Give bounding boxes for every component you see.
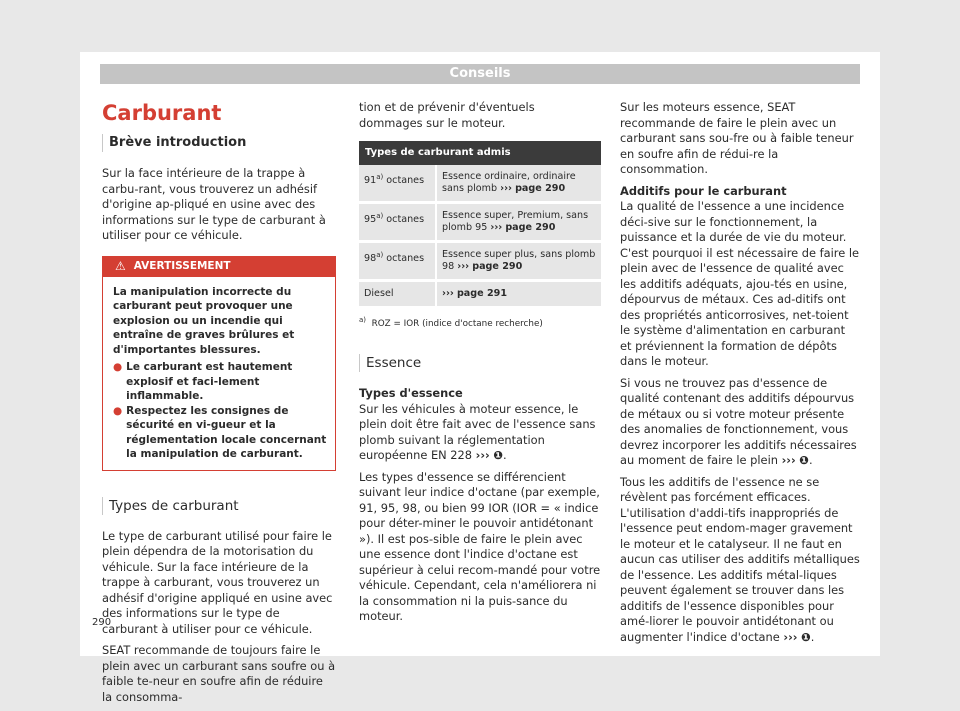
continued-paragraph: tion et de prévenir d'éventuels dommages sur le moteur. (359, 100, 535, 130)
table-footnote: $^{a)}$ ROZ = IOR (indice d'octane recherche) (359, 316, 543, 329)
page-number: 290 (92, 617, 112, 628)
table-cell: 95$^{a)}$ octanes (359, 203, 436, 242)
warning-ref-icon[interactable]: ❶ (493, 448, 504, 463)
paragraph: La qualité de l'essence a une incidence déci-sive sur le fonctionnement, la puissance et la durée de vie du moteur. C'est pourquoi il est nécessaire de faire le plein avec de l'essence de qualité avec les additifs adéquats, ajou-tés en usine, dépourvus de métaux. Ces ad-ditifs ont des propriétés anticorrosives, net-toient le système d'alimentation en carburant et préviennent la formation de dépôts dans le moteur. (620, 199, 860, 368)
table-row (359, 242, 601, 281)
bullet-icon: ● (113, 361, 123, 373)
column-3 (620, 100, 860, 651)
table-row (359, 281, 601, 308)
table-cell: 98$^{a)}$ octanes (359, 242, 436, 281)
warning-ref-icon[interactable]: ❶ (801, 629, 811, 644)
column-1 (102, 100, 336, 711)
types-paragraph: SEAT recommande de toujours faire le plein avec un carburant sans soufre ou à faible te-neur en soufre afin de réduire la consomma- (102, 643, 336, 704)
warning-ref-icon[interactable]: ❶ (799, 453, 809, 467)
table-header: Types de carburant admis (359, 141, 601, 165)
section-types-heading (102, 497, 336, 515)
essence-subheading: Types d'essence (359, 386, 463, 401)
page-link[interactable]: page 290 (505, 222, 556, 233)
section-title: Essence (366, 355, 422, 372)
page-link[interactable]: page 290 (515, 183, 566, 194)
essence-paragraph: Sur les véhicules à moteur essence, le plein doit être fait avec de l'essence sans plomb suivant la réglementation européenne EN 228 ››› ❶. (359, 401, 596, 463)
warning-triangle-icon: ⚠ (115, 258, 126, 273)
column-2 (359, 100, 601, 631)
warning-label: AVERTISSEMENT (133, 259, 231, 272)
table-cell: Essence super plus, sans plomb 98 ››› page 290 (436, 242, 601, 281)
table-cell: ››› page 291 (436, 281, 601, 308)
page-link[interactable]: page 290 (472, 261, 523, 272)
chapter-header: Conseils (100, 64, 860, 84)
intro-paragraph: Sur la face intérieure de la trappe à carbu-rant, vous trouverez un adhésif d'origine ap-pliqué en usine avec des informations sur le type de carburant à utiliser pour ce véhicule. (102, 166, 326, 242)
subtitle-block (102, 134, 336, 152)
warning-bullet (113, 360, 327, 404)
table-cell: 91$^{a)}$ octanes (359, 165, 436, 203)
page-link[interactable]: page 291 (456, 288, 508, 299)
warning-bullet-text: Respectez les consignes de sécurité en vi-gueur et la réglementation locale concernant la manipulation de carburant. (126, 404, 327, 460)
fuel-types-table (359, 141, 601, 309)
essence-paragraph: Les types d'essence se différencient suivant leur indice d'octane (par exemple, 91, 95, 98, ou bien 99 IOR (IOR = « indice pour déter-miner le pouvoir antidétonant »). Il est pos-sible de faire le plein avec une essence dont l'indice d'octane est supérieur à celui recom-mandé pour votre véhicule. Cependant, cela n'améliorera ni la consommation ni la puis-sance du moteur. (359, 469, 601, 624)
paragraph: Tous les additifs de l'essence ne se révèlent pas forcément efficaces. L'utilisation d'addi-tifs inappropriés de l'essence peut endom-mager gravement le moteur et le catalyseur. Il ne faut en aucun cas utiliser des additifs métalliques de l'essence. Les additifs métal-liques peuvent également se trouver dans les additifs de l'essence disponibles pour amé-liorer le pouvoir antidétonant ou augmenter l'indice d'octane ››› ❶. (620, 474, 860, 644)
table-row (359, 203, 601, 242)
subtitle: Brève introduction (109, 135, 247, 150)
table-cell: Diesel (359, 281, 436, 308)
additifs-subheading: Additifs pour le carburant (620, 183, 787, 198)
table-cell: Essence ordinaire, ordinaire sans plomb ››› page 290 (436, 165, 601, 203)
table-cell: Essence super, Premium, sans plomb 95 ››› page 290 (436, 203, 601, 242)
warning-box (102, 256, 336, 471)
warning-body (103, 277, 335, 470)
warning-lead: La manipulation incorrecte du carburant peut provoquer une explosion ou un incendie qui entraîne de graves brûlures et d'importantes blessures. (113, 285, 295, 356)
warning-bullet-text: Le carburant est hautement explosif et faci-lement inflammable. (126, 361, 293, 402)
paragraph: Sur les moteurs essence, SEAT recommande de faire le plein avec un carburant sans sou-fre ou à faible teneur en soufre afin de rédui-re la consommation. (620, 100, 854, 176)
types-paragraph: Le type de carburant utilisé pour faire le plein dépendra de la motorisation du véhicule. Sur la face intérieure de la trappe à carburant, vous trouverez un adhésif d'origine appliqué en usine avec des informations sur le type de carburant à utiliser pour ce véhicule. (102, 528, 333, 636)
warning-bullet (113, 404, 327, 462)
section-essence-heading (359, 354, 601, 372)
section-title: Types de carburant (109, 497, 239, 514)
table-row (359, 165, 601, 203)
paragraph: Si vous ne trouvez pas d'essence de qualité contenant des additifs dépourvus de métaux ou si votre moteur présente des anomalies de fonctionnement, vous devrez incorporer les additifs nécessaires au moment de faire le plein ››› ❶. (620, 375, 857, 467)
bullet-icon: ● (113, 404, 123, 417)
page-title: Carburant (102, 101, 222, 125)
warning-header (103, 257, 335, 277)
